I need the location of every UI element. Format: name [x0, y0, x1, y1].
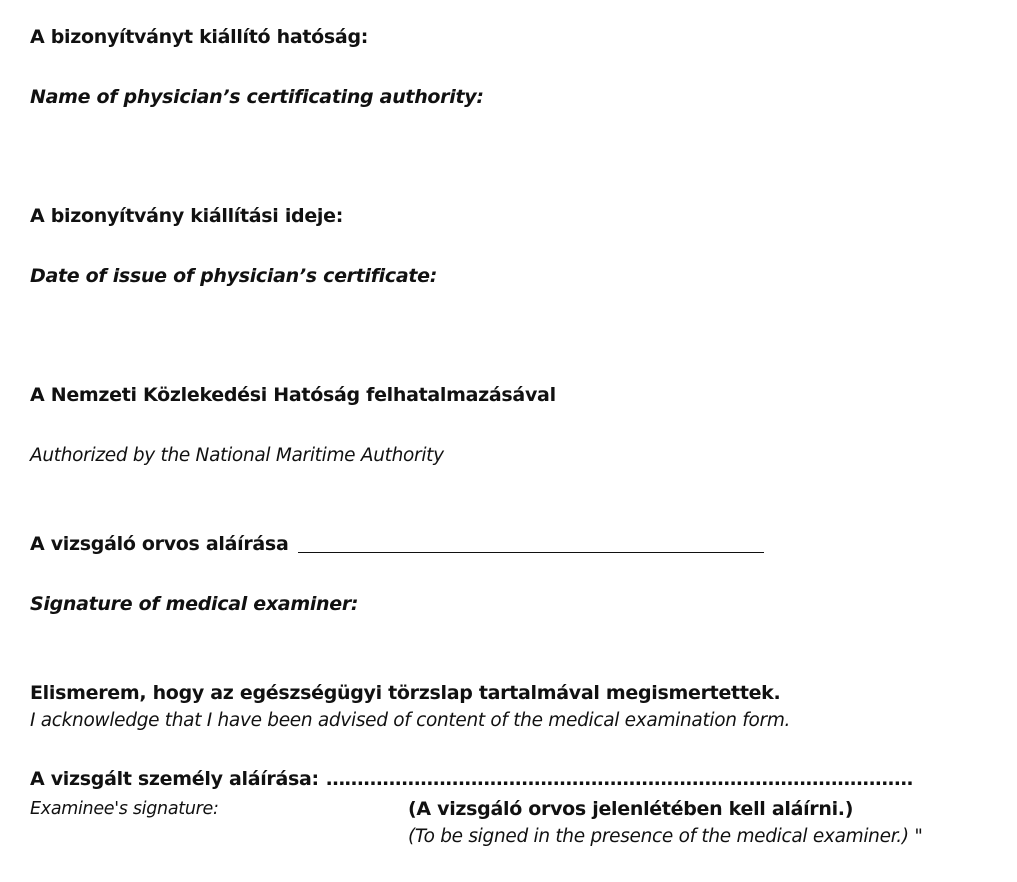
authorization-label-en: Authorized by the National Maritime Authority	[30, 445, 444, 466]
authorization-label-hu: A Nemzeti Közlekedési Hatóság felhatalmazásával	[30, 384, 556, 406]
authority-label-hu: A bizonyítványt kiállító hatóság:	[30, 26, 369, 48]
authority-label-en: Name of physician’s certificating authority:	[30, 86, 484, 108]
examiner-signature-line[interactable]	[298, 552, 764, 553]
examiner-signature-label-hu: A vizsgáló orvos aláírása	[30, 533, 289, 555]
examinee-note-en: (To be signed in the presence of the medical examiner.) "	[408, 826, 923, 847]
acknowledgement-text-en: I acknowledge that I have been advised of content of the medical examination form.	[30, 710, 791, 731]
acknowledgement-text-hu: Elismerem, hogy az egészségügyi törzslap tartalmával megismertettek.	[30, 682, 781, 704]
examinee-signature-dotted-line[interactable]: …..........................................................................................	[326, 768, 913, 790]
examinee-note-hu: (A vizsgáló orvos jelenlétében kell aláírni.)	[408, 798, 854, 820]
issue-date-label-hu: A bizonyítvány kiállítási ideje:	[30, 205, 344, 227]
issue-date-label-en: Date of issue of physician’s certificate:	[30, 265, 438, 287]
examinee-signature-label-hu: A vizsgált személy aláírása:	[30, 768, 319, 790]
examinee-signature-label-en: Examinee's signature:	[30, 799, 219, 819]
examiner-signature-label-en: Signature of medical examiner:	[30, 593, 359, 615]
